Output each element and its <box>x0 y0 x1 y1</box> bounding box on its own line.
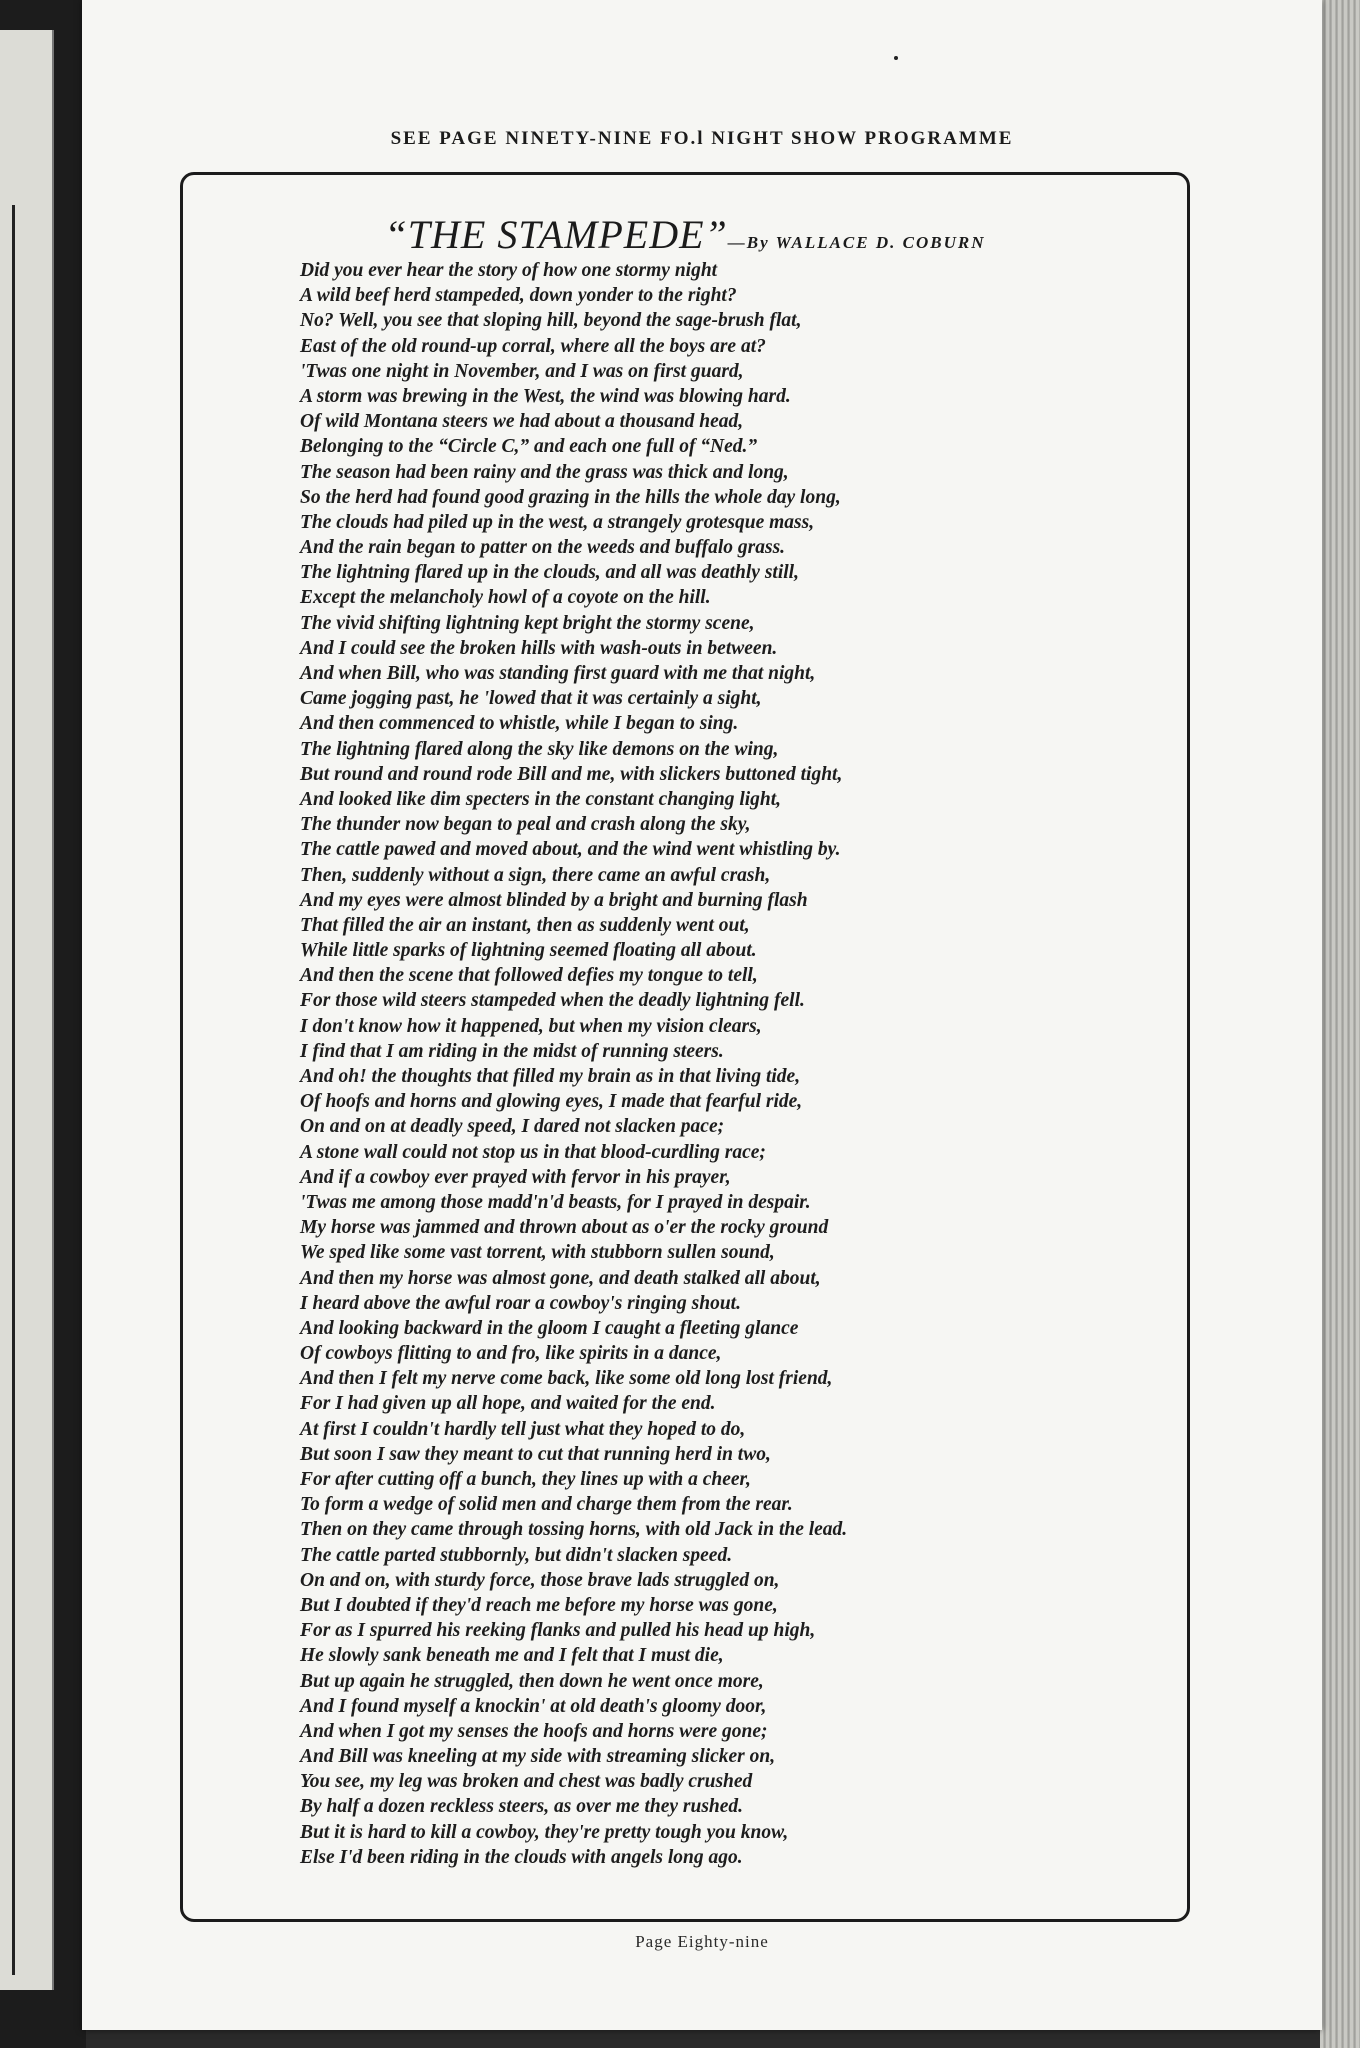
poem-line: And then the scene that followed defies my tongue to tell, <box>300 965 758 987</box>
poem-line: The season had been rainy and the grass was thick and long, <box>300 461 789 483</box>
poem-line: For I had given up all hope, and waited for the end. <box>300 1393 716 1415</box>
page-stack-edge <box>1320 0 1360 2048</box>
page-number: Page Eighty-nine <box>635 1932 769 1951</box>
poem-line: And then commenced to whistle, while I began to sing. <box>300 713 739 735</box>
poem-byline: —By WALLACE D. COBURN <box>727 233 986 252</box>
poem-line: And looking backward in the gloom I caught a fleeting glance <box>300 1317 799 1339</box>
poem-line: While little sparks of lightning seemed floating all about. <box>300 940 757 962</box>
poem-line: 'Twas me among those madd'n'd beasts, for I prayed in despair. <box>300 1191 811 1213</box>
poem-line: Then, suddenly without a sign, there came an awful crash, <box>300 864 771 886</box>
poem-line: 'Twas one night in November, and I was on first guard, <box>300 360 744 382</box>
poem-line: And then my horse was almost gone, and death stalked all about, <box>300 1267 821 1289</box>
poem-text <box>300 258 847 1870</box>
poem-line: And I could see the broken hills with wash-outs in between. <box>300 637 778 659</box>
poem-line: And looked like dim specters in the constant changing light, <box>300 788 782 810</box>
poem-line: The vivid shifting lightning kept bright the stormy scene, <box>300 612 755 634</box>
poem-line: Came jogging past, he 'lowed that it was certainly a sight, <box>300 688 762 710</box>
poem-line: On and on, with sturdy force, those brave lads struggled on, <box>300 1569 780 1591</box>
poem-line: Except the melancholy howl of a coyote on the hill. <box>300 587 711 609</box>
poem-line: And I found myself a knockin' at old death's gloomy door, <box>300 1695 767 1717</box>
poem-line: But up again he struggled, then down he went once more, <box>300 1670 764 1692</box>
poem-line: He slowly sank beneath me and I felt that I must die, <box>300 1645 724 1667</box>
poem-line: And then I felt my nerve come back, like some old long lost friend, <box>300 1368 833 1390</box>
poem-line: You see, my leg was broken and chest was badly crushed <box>300 1771 753 1793</box>
poem-line: East of the old round-up corral, where all the boys are at? <box>300 335 766 357</box>
poem-line: Did you ever hear the story of how one stormy night <box>300 260 718 281</box>
poem-line: But it is hard to kill a cowboy, they're pretty tough you know, <box>300 1821 789 1843</box>
poem-line: But soon I saw they meant to cut that running herd in two, <box>300 1443 771 1465</box>
poem-line: That filled the air an instant, then as suddenly went out, <box>300 914 750 936</box>
poem-line: The clouds had piled up in the west, a strangely grotesque mass, <box>300 511 815 533</box>
poem-line: For those wild steers stampeded when the deadly lightning fell. <box>300 990 805 1012</box>
poem-line: By half a dozen reckless steers, as over me they rushed. <box>300 1796 744 1818</box>
poem-line: And oh! the thoughts that filled my brain as in that living tide, <box>300 1066 801 1087</box>
poem-line: My horse was jammed and thrown about as o'er the rocky ground <box>300 1217 829 1239</box>
poem-line: For after cutting off a bunch, they lines up with a cheer, <box>300 1469 751 1490</box>
previous-page-edge <box>0 30 54 1990</box>
poem-line: A stone wall could not stop us in that blood-curdling race; <box>300 1141 766 1163</box>
poem-line: But I doubted if they'd reach me before my horse was gone, <box>300 1594 778 1616</box>
poem-line: I find that I am riding in the midst of running steers. <box>300 1040 724 1062</box>
poem-line: So the herd had found good grazing in the hills the whole day long, <box>300 486 841 508</box>
poem-line: And when I got my senses the hoofs and horns were gone; <box>300 1720 768 1742</box>
poem-line: And my eyes were almost blinded by a bright and burning flash <box>300 889 808 911</box>
poem-line: And if a cowboy ever prayed with fervor in his prayer, <box>300 1166 731 1188</box>
poem-line: Else I'd been riding in the clouds with angels long ago. <box>300 1846 743 1868</box>
poem-line: The thunder now began to peal and crash along the sky, <box>300 814 751 836</box>
poem-line: The cattle parted stubbornly, but didn't slacken speed. <box>300 1544 733 1566</box>
poem-line: Belonging to the “Circle C,” and each one full of “Ned.” <box>300 436 758 458</box>
poem-line: Of wild Montana steers we had about a thousand head, <box>300 411 744 433</box>
poem-line: I heard above the awful roar a cowboy's ringing shout. <box>300 1292 741 1314</box>
print-speck <box>894 56 898 60</box>
poem-title: “THE STAMPEDE” <box>384 212 728 257</box>
document-page <box>82 0 1322 2030</box>
poem-line: No? Well, you see that sloping hill, beyond the sage-brush flat, <box>300 310 802 332</box>
poem-line: A storm was brewing in the West, the wind was blowing hard. <box>300 385 791 407</box>
poem-line: The lightning flared along the sky like demons on the wing, <box>300 738 779 760</box>
poem-line: And Bill was kneeling at my side with streaming slicker on, <box>300 1746 776 1768</box>
poem-line: At first I couldn't hardly tell just what they hoped to do, <box>300 1418 746 1440</box>
poem-line: Then on they came through tossing horns, with old Jack in the lead. <box>300 1519 848 1541</box>
poem-line: The cattle pawed and moved about, and the wind went whistling by. <box>300 839 841 861</box>
poem-line: Of hoofs and horns and glowing eyes, I made that fearful ride, <box>300 1091 803 1113</box>
poem-line: But round and round rode Bill and me, with slickers buttoned tight, <box>300 763 843 785</box>
poem-line: The lightning flared up in the clouds, and all was deathly still, <box>300 562 799 584</box>
poem-line: And when Bill, who was standing first guard with me that night, <box>300 663 816 684</box>
poem-line: A wild beef herd stampeded, down yonder to the right? <box>300 285 737 307</box>
poem-line: I don't know how it happened, but when my vision clears, <box>300 1015 762 1037</box>
poem-line: To form a wedge of solid men and charge them from the rear. <box>300 1494 793 1516</box>
title-row <box>183 211 1187 258</box>
poem-line: For as I spurred his reeking flanks and pulled his head up high, <box>300 1620 816 1642</box>
poem-line: And the rain began to patter on the weeds and buffalo grass. <box>300 537 786 559</box>
header-note: SEE PAGE NINETY-NINE FO.l NIGHT SHOW PROGRAMME <box>390 128 1014 149</box>
previous-page-border <box>0 205 15 1975</box>
poem-line: We sped like some vast torrent, with stubborn sullen sound, <box>300 1242 775 1264</box>
poem-line: Of cowboys flitting to and fro, like spirits in a dance, <box>300 1343 722 1365</box>
poem-line: On and on at deadly speed, I dared not slacken pace; <box>300 1116 725 1138</box>
